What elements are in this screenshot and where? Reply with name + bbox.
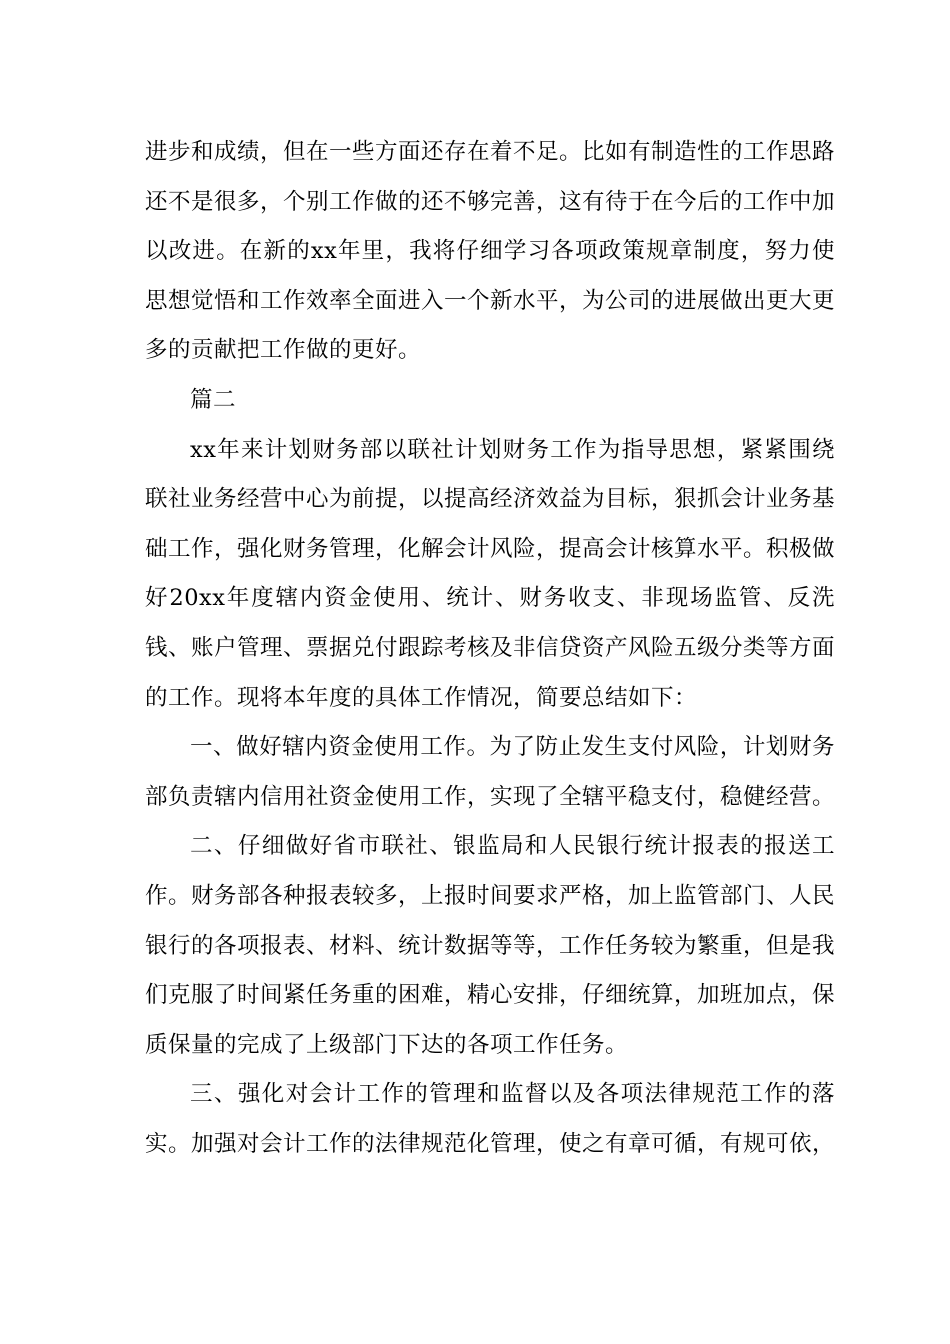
- paragraph-item-one: 一、做好辖内资金使用工作。为了防止发生支付风险，计划财务部负责辖内信用社资金使用工作，实现了全辖平稳支付，稳健经营。: [145, 734, 836, 810]
- paragraph-item-three: 三、强化对会计工作的管理和监督以及各项法律规范工作的落实。加强对会计工作的法律规范化管理，使之有章可循，有规可依，: [145, 1081, 836, 1157]
- paragraph-item-two: 二、仔细做好省市联社、银监局和人民银行统计报表的报送工作。财务部各种报表较多，上报时间要求严格，加上监管部门、人民银行的各项报表、材料、统计数据等等，工作任务较为繁重，但是我们克服了时间紧任务重的困难，精心安排，仔细统算，加班加点，保质保量的完成了上级部门下达的各项工作任务。: [145, 833, 836, 1058]
- section-heading-part-two: 篇二: [190, 386, 237, 413]
- document-page: [145, 128, 835, 1169]
- paragraph-intro: xx年来计划财务部以联社计划财务工作为指导思想，紧紧围绕联社业务经营中心为前提，以提高经济效益为目标，狠抓会计业务基础工作，强化财务管理，化解会计风险，提高会计核算水平。积极做好20xx年度辖内资金使用、统计、财务收支、非现场监管、反洗钱、账户管理、票据兑付跟踪考核及非信贷资产风险五级分类等方面的工作。现将本年度的具体工作情况，简要总结如下：: [145, 436, 836, 711]
- paragraph-continuation: 进步和成绩，但在一些方面还存在着不足。比如有制造性的工作思路还不是很多，个别工作做的还不够完善，这有待于在今后的工作中加以改进。在新的xx年里，我将仔细学习各项政策规章制度，努力使思想觉悟和工作效率全面进入一个新水平，为公司的进展做出更大更多的贡献把工作做的更好。: [145, 139, 836, 364]
